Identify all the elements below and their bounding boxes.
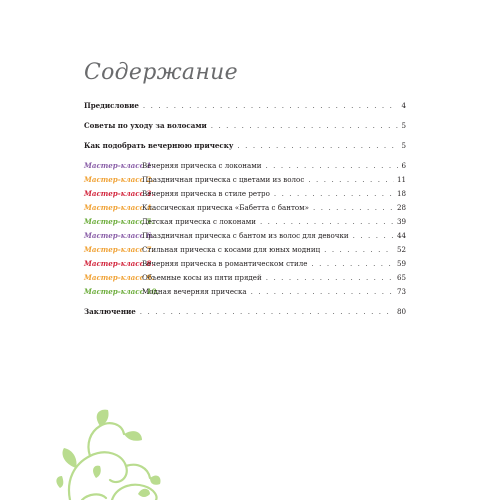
toc-entry-title: Детская прическа с локонами xyxy=(142,217,256,226)
dot-leader xyxy=(274,189,394,198)
toc-entry-prefix: Мастер-класс 9. xyxy=(84,273,154,282)
toc-entry-prefix: Мастер-класс 4. xyxy=(84,203,154,212)
toc-entry-page-number: 28 xyxy=(396,203,406,212)
toc-entry-page-number: 52 xyxy=(396,245,406,254)
toc-entry-title: Предисловие xyxy=(84,101,139,110)
toc-entry-page-number: 80 xyxy=(396,307,406,316)
toc-entry[interactable] xyxy=(84,231,406,245)
dot-leader xyxy=(265,161,398,170)
toc-entry[interactable] xyxy=(84,189,406,203)
toc-entry-title: Как подобрать вечернюю прическу xyxy=(84,141,234,150)
toc-entry-page-number: 4 xyxy=(401,101,406,110)
toc-entry-prefix: Мастер-класс 10. xyxy=(84,287,159,296)
toc-entry-prefix: Мастер-класс 2. xyxy=(84,175,154,184)
dot-leader xyxy=(237,141,398,150)
toc-entry-title: Классическая прическа «Бабетта с бантом» xyxy=(142,203,310,212)
toc-entry-title: Модная вечерняя прическа xyxy=(142,287,247,296)
dot-leader xyxy=(143,101,399,110)
toc-entry[interactable] xyxy=(84,203,406,217)
toc-entry-page-number: 44 xyxy=(396,231,406,240)
toc-entry-page-number: 59 xyxy=(396,259,406,268)
toc-entry[interactable] xyxy=(84,259,406,273)
toc-entry-page-number: 39 xyxy=(396,217,406,226)
toc-entry-page-number: 5 xyxy=(401,121,406,130)
toc-entry-prefix: Мастер-класс 7. xyxy=(84,245,154,254)
toc-entry-title: Объемные косы из пяти прядей xyxy=(142,273,262,282)
dot-leader xyxy=(266,273,394,282)
toc-entry-page-number: 73 xyxy=(396,287,406,296)
toc-entry[interactable] xyxy=(84,121,406,135)
toc-entry-page-number: 11 xyxy=(396,175,406,184)
toc-entry[interactable] xyxy=(84,273,406,287)
toc-entry[interactable] xyxy=(84,245,406,259)
toc-entry-page-number: 5 xyxy=(401,141,406,150)
toc-entry-title: Советы по уходу за волосами xyxy=(84,121,207,130)
dot-leader xyxy=(308,175,394,184)
toc-entry-prefix: Мастер-класс 5. xyxy=(84,217,154,226)
toc-entry-prefix: Мастер-класс 3. xyxy=(84,189,154,198)
toc-entry-title: Вечерняя прическа в романтическом стиле xyxy=(142,259,308,268)
toc-entry[interactable] xyxy=(84,307,406,321)
toc-entry-prefix: Мастер-класс 1. xyxy=(84,161,154,170)
dot-leader xyxy=(313,203,394,212)
toc-entry-page-number: 65 xyxy=(396,273,406,282)
toc-entry-page-number: 6 xyxy=(401,161,406,170)
toc-entry[interactable] xyxy=(84,287,406,301)
page-title: Содержание xyxy=(84,60,238,85)
toc-entry-title: Стильная прическа с косами для юных модниц xyxy=(142,245,321,254)
toc-entry-title: Праздничная прическа с цветами из волос xyxy=(142,175,305,184)
dot-leader xyxy=(140,307,394,316)
table-of-contents xyxy=(84,101,406,321)
dot-leader xyxy=(211,121,399,130)
toc-entry-title: Вечерняя прическа с локонами xyxy=(142,161,262,170)
toc-entry-prefix: Мастер-класс 8. xyxy=(84,259,154,268)
toc-entry[interactable] xyxy=(84,101,406,115)
toc-entry[interactable] xyxy=(84,161,406,175)
toc-entry-page-number: 18 xyxy=(396,189,406,198)
dot-leader xyxy=(324,245,394,254)
floral-swirl-icon xyxy=(52,408,162,500)
toc-entry[interactable] xyxy=(84,175,406,189)
dot-leader xyxy=(311,259,394,268)
toc-entry-title: Вечерняя прическа в стиле ретро xyxy=(142,189,270,198)
dot-leader xyxy=(251,287,394,296)
toc-entry[interactable] xyxy=(84,217,406,231)
dot-leader xyxy=(260,217,394,226)
toc-entry-prefix: Мастер-класс 6. xyxy=(84,231,154,240)
toc-entry-title: Заключение xyxy=(84,307,136,316)
toc-entry[interactable] xyxy=(84,141,406,155)
toc-entry-title: Праздничная прическа с бантом из волос для девочки xyxy=(142,231,349,240)
dot-leader xyxy=(353,231,394,240)
